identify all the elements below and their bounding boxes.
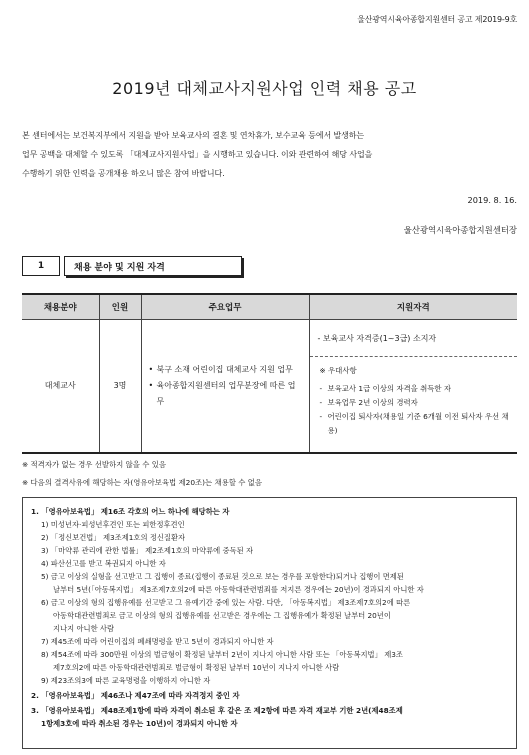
disqual-item: 8) 제54조에 따라 300만원 이상의 벌금형이 확정된 날부터 2년이 지나지 아니한 사람 또는 「아동복지법」 제3조	[41, 650, 403, 659]
disqual-item-continued: 지나지 아니한 사람	[53, 624, 115, 633]
header-count: 인원	[99, 294, 141, 320]
disqual-item: 1) 미성년자·피성년후견인 또는 피한정후견인	[41, 520, 185, 529]
intro-line: 업무 공백을 대체할 수 있도록 「대체교사지원사업」을 시행하고 있습니다. 이와 관련하여 해당 사업을	[22, 150, 373, 159]
cell-field: 대체교사	[22, 320, 99, 453]
preference-item: - 보육교사 1급 이상의 자격을 취득한 자	[320, 382, 510, 396]
section-number: 1	[22, 256, 60, 276]
preference-item: - 어린이집 퇴사자(채용일 기준 6개월 이전 퇴사자 우선 채용)	[320, 410, 510, 438]
duty-item: • 북구 소재 어린이집 대체교사 지원 업무	[149, 362, 302, 378]
note-line: ※ 다음의 결격사유에 해당하는 자(영유아보육법 제20조)는 채용할 수 없음	[22, 478, 263, 487]
cell-duties	[141, 320, 309, 453]
preference-block	[310, 357, 518, 444]
intro-line: 본 센터에서는 보건복지부에서 지원을 받아 보육교사의 결혼 및 연차휴가, 보수교육 등에서 발생하는	[22, 131, 365, 140]
table-header-row	[22, 294, 517, 320]
notice-number: 울산광역시육아종합지원센터 공고 제2019-9호	[357, 15, 517, 24]
page-title: 2019년 대체교사지원사업 인력 채용 공고	[112, 79, 417, 98]
disqual-item: 5) 금고 이상의 실형을 선고받고 그 집행이 종료(집행이 종료된 것으로 보는 경우를 포함한다)되거나 집행이 면제된	[41, 572, 404, 581]
notice-date: 2019. 8. 16.	[467, 195, 517, 205]
disqual-heading: 1. 「영유아보육법」 제16조 각호의 어느 하나에 해당하는 자	[31, 507, 230, 516]
qualification-main: - 보육교사 자격증(1~3급) 소지자	[310, 320, 518, 357]
disqual-item: 2) 「정신보건법」 제3조제1호의 정신질환자	[41, 533, 186, 542]
disqual-item: 3) 「마약류 관리에 관한 법률」 제2조제1호의 마약류에 중독된 자	[41, 546, 254, 555]
header-duties: 주요업무	[141, 294, 309, 320]
note-line: ※ 적격자가 없는 경우 선발하지 않을 수 있음	[22, 460, 167, 469]
disqual-item-continued: 아동학대관련범죄로 금고 이상의 형의 집행유예를 선고받은 경우에는 그 집행유예가 확정된 날부터 20년이	[53, 611, 391, 620]
disqual-item-continued: 날부터 5년(「아동복지법」 제3조제7호의2에 따른 아동학대관련범죄를 저지른 경우에는 20년)이 경과되지 아니한 자	[53, 585, 424, 594]
preference-item: - 보육업무 2년 이상의 경력자	[320, 396, 510, 410]
disqual-heading-continued: 1항제3호에 따라 취소된 경우는 10년)이 경과되지 아니한 자	[41, 719, 238, 728]
duty-item: • 육아종합지원센터의 업무분장에 따른 업무	[149, 378, 302, 410]
recruitment-table	[22, 293, 517, 454]
intro-paragraph	[22, 126, 517, 183]
cell-qualifications	[309, 320, 517, 453]
disqual-item: 9) 제23조의3에 따른 교육명령을 이행하지 아니한 자	[41, 676, 211, 685]
disqual-heading: 2. 「영유아보육법」 제46조나 제47조에 따라 자격정지 중인 자	[31, 691, 240, 700]
header-qualifications: 지원자격	[309, 294, 517, 320]
disqual-item: 7) 제45조에 따라 어린이집의 폐쇄명령을 받고 5년이 경과되지 아니한 자	[41, 637, 274, 646]
disqual-item: 6) 금고 이상의 형의 집행유예를 선고받고 그 유예기간 중에 있는 사람. 다만, 「아동복지법」 제3조제7호의2에 따른	[41, 598, 411, 607]
organization-name: 울산광역시육아종합지원센터장	[403, 225, 517, 235]
intro-line: 수행하기 위한 인력을 공개채용 하오니 많은 참여 바랍니다.	[22, 169, 225, 178]
preference-heading: ※ 우대사항	[319, 366, 357, 375]
disqual-heading: 3. 「영유아보육법」 제48조제1항에 따라 자격이 취소된 후 같은 조 제2항에 따른 자격 재교부 기한 2년(제48조제	[31, 706, 403, 715]
header-field: 채용분야	[22, 294, 99, 320]
section-title: 채용 분야 및 지원 자격	[64, 256, 242, 276]
disqualification-box	[22, 497, 517, 749]
cell-count: 3명	[99, 320, 141, 453]
disqual-item: 4) 파산선고를 받고 복권되지 아니한 자	[41, 559, 166, 568]
disqual-item-continued: 제7호의2에 따른 아동학대관련범죄로 벌금형이 확정된 날부터 10년이 지나지 아니한 사람	[53, 663, 340, 672]
table-row	[22, 320, 517, 453]
